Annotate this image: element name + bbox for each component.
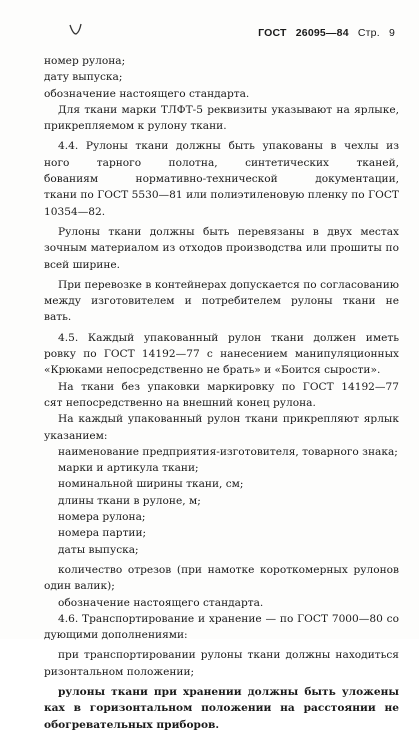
text-line: Для ткани марки ТЛФТ-5 реквизиты указывают на ярлыке, [58,103,399,116]
text-line: ках в горизонтальном положении на расстоянии не [44,702,399,715]
check-mark-icon [68,22,82,36]
text-line: При перевозке в контейнерах допускается по согласованию [58,278,399,291]
header-standard-number: 26095—84 [295,27,349,39]
text-line: длины ткани в рулоне, м; [58,494,201,507]
text-line: номера партии; [58,527,147,540]
header-page-label: Стр. [357,27,380,39]
text-line: один валик); [44,580,115,593]
text-line: «Крюками непосредственно не брать» и «Боится сырости». [44,364,381,377]
text-line: рулоны ткани при хранении должны быть уложены [58,685,399,698]
text-line: ризонтальном положении; [44,665,195,678]
text-line: вать. [44,311,72,324]
text-line: 4.5. Каждый упакованный рулон ткани должен иметь [58,331,399,344]
text-line: количество отрезов (при намотке короткомерных рулонов [58,563,399,576]
text-line: прикрепляемом к рулону ткани. [44,120,227,133]
text-line: всей ширине. [44,258,121,271]
text-line: указанием: [44,429,108,442]
text-line: обозначение настоящего стандарта. [44,87,250,100]
text-line: обогревательных приборов. [44,718,220,731]
header-page-number: 9 [388,27,395,39]
text-line: между изготовителем и потребителем рулоны ткани не [44,295,399,308]
text-line: наименование предприятия-изготовителя, товарного знака; [58,445,398,458]
text-line: зочным материалом из отходов производства или прошиты по [44,242,399,255]
text-line: номер рулона; [44,55,126,67]
text-line: дующими дополнениями: [44,629,188,642]
text-line: номера рулона; [58,511,146,524]
text-line: 4.4. Рулоны ткани должны быть упакованы в чехлы из [58,140,399,153]
text-line: 4.6. Транспортирование и хранение — по ГОСТ 7000—80 со [58,612,399,625]
text-line: обозначение настоящего стандарта. [58,596,264,609]
text-line: ткани по ГОСТ 5530—81 или полиэтиленовую пленку по ГОСТ [44,189,399,202]
page-header [258,27,395,39]
text-line: Рулоны ткани должны быть перевязаны в двух местах [58,225,399,238]
text-line: дату выпуска; [44,71,123,84]
text-line: сят непосредственно на внешний конец рулона. [44,396,316,409]
text-line: 10354—82. [44,205,106,218]
text-line: бованиям нормативно-технической документации, [44,173,399,186]
text-line: На каждый упакованный рулон ткани прикрепляют ярлык [58,413,399,426]
text-line: даты выпуска; [58,543,139,556]
text-line: На ткани без упаковки маркировку по ГОСТ 14192—77 [58,380,399,393]
text-line: номинальной ширины ткани, см; [58,478,244,491]
text-line: марки и артикула ткани; [58,462,199,475]
text-line: ровку по ГОСТ 14192—77 с нанесением манипуляционных [44,348,399,361]
document-body [44,53,399,733]
text-line: при транспортировании рулоны ткани должны находиться [58,649,399,662]
text-line: ного тарного полотна, синтетических тканей, [44,156,399,169]
header-gost: ГОСТ [258,27,287,39]
